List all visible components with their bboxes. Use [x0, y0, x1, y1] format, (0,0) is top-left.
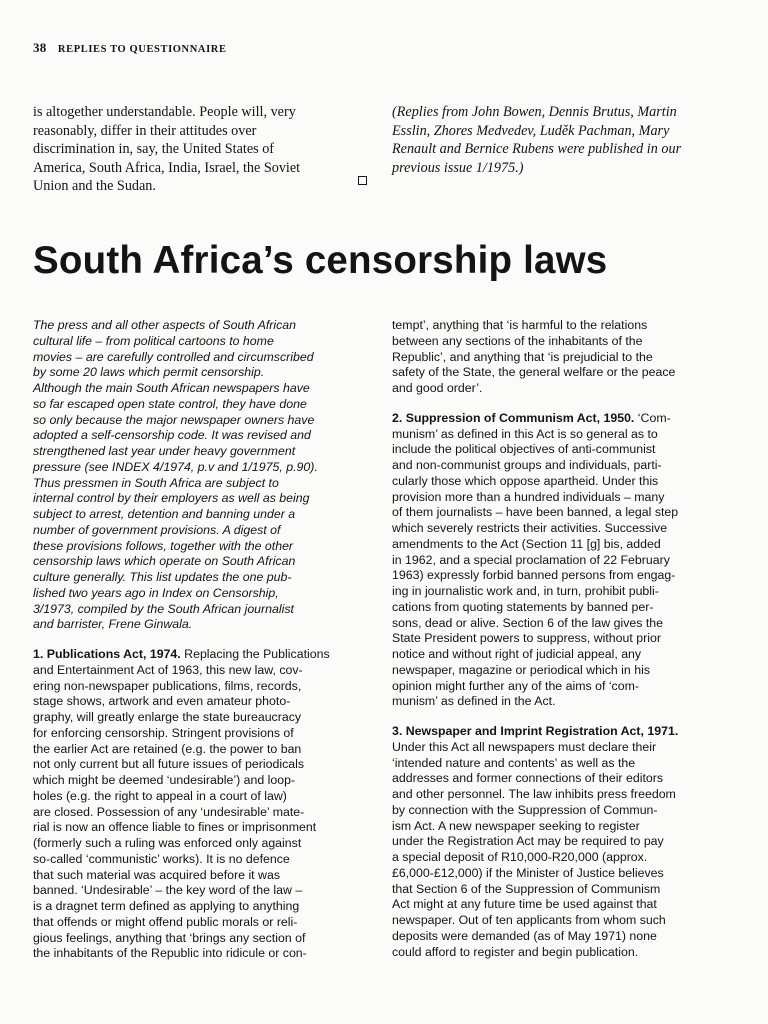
text-line: a special deposit of R10,000-R20,000 (approx. [392, 850, 648, 864]
text-line: subject to arrest, detention and banning under a [33, 507, 296, 521]
text-line: discrimination in, say, the United States of [33, 141, 275, 158]
text-line: previous issue 1/1975.) [392, 159, 524, 176]
text-line: that such material was acquired before it was [33, 867, 280, 882]
text-line: Renault and Bernice Rubens were published in our [392, 141, 682, 158]
text-line: could afford to register and begin publication. [392, 944, 639, 959]
section-newspaper-registration-act [392, 724, 733, 960]
text-line: Esslin, Zhores Medvedev, Luděk Pachman, Mary [392, 122, 670, 139]
text-line: The press and all other aspects of South African [33, 318, 297, 332]
text-line: the earlier Act are retained (e.g. the power to ban [33, 741, 302, 756]
text-line: Under this Act all newspapers must declare their [392, 739, 657, 754]
text-line: munism’ as defined in this Act is so general as to [392, 426, 658, 441]
text-line: Republic’, and anything that ‘is prejudicial to the [392, 349, 653, 364]
text-fragment: ‘Com- [634, 410, 671, 425]
text-line: stage shows, artwork and even amateur photo- [33, 694, 291, 709]
text-line: amendments to the Act (Section 11 [g] bis, added [392, 536, 661, 551]
running-head [33, 40, 227, 56]
right-column [392, 318, 733, 960]
text-line: cularly those which oppose apartheid. Under this [392, 473, 659, 488]
text-line: holes (e.g. the right to appeal in a court of law) [33, 788, 287, 803]
text-line: newspaper. Out of ten applicants from whom such [392, 913, 666, 927]
text-line: so far escaped open state control, they have done [33, 396, 307, 411]
text-line: that Section 6 of the Suppression of Communism [392, 881, 661, 896]
text-line: State President powers to suppress, without prior [392, 631, 661, 646]
text-line: banned. ‘Undesirable’ – the key word of the law – [33, 883, 303, 898]
text-line: tempt’, anything that ‘is harmful to the relations [392, 318, 648, 332]
text-line: include the political objectives of anti-communist [392, 442, 656, 457]
text-line: 3/1973, compiled by the South African journalist [33, 601, 294, 616]
text-line: and good order’. [392, 381, 483, 395]
text-line: of them journalists – have been banned, a legal step [392, 505, 679, 520]
text-line: ‘intended nature and contents’ as well as the [392, 755, 636, 770]
text-line: safety of the State, the general welfare or the peace [392, 365, 676, 380]
text-line: cultural life – from political cartoons to home [33, 333, 274, 348]
text-line: graphy, will greatly enlarge the state bureaucracy [33, 710, 302, 724]
text-line: newspaper, magazine or periodical which in his [392, 662, 650, 677]
text-line: that offends or might offend public morals or reli- [33, 914, 298, 929]
text-line: (Replies from John Bowen, Dennis Brutus, Martin [392, 104, 677, 120]
text-line: adopted a self-censorship code. It was revised and [33, 428, 311, 443]
text-line: and non-communist groups and individuals, parti- [392, 458, 662, 472]
previous-article-text [33, 103, 383, 196]
text-line: provision more than a hundred individuals – many [392, 489, 665, 504]
text-line: notice and without right of judicial appeal, any [392, 647, 642, 661]
article-intro [33, 318, 376, 633]
text-line: strengthened last year under heavy government [33, 444, 296, 458]
text-line: pressure (see INDEX 4/1974, p.v and 1/1975, p.90). [33, 459, 318, 474]
text-line: not only current but all future issues of periodicals [33, 757, 305, 772]
text-line: (formerly such a ruling was enforced only against [33, 836, 302, 850]
text-line: America, South Africa, India, Israel, the Soviet [33, 159, 301, 176]
text-line: internal control by their employers as well as being [33, 491, 310, 506]
page-number: 38 [33, 40, 47, 55]
previous-article-note [392, 103, 737, 177]
text-line: which might be deemed ‘undesirable’) and loop- [33, 773, 296, 787]
text-line: culture generally. This list updates the one pub- [33, 570, 292, 584]
text-line: Although the main South African newspapers have [33, 381, 310, 395]
text-line: munism’ as defined in the Act. [392, 694, 556, 709]
text-line: ering non-newspaper publications, films, records, [33, 678, 302, 693]
text-line: the inhabitants of the Republic into ridicule or con- [33, 946, 307, 961]
text-fragment: Replacing the Publications [180, 647, 330, 661]
text-line: lished two years ago in Index on Censorship, [33, 585, 279, 600]
text-line: Union and the Sudan. [33, 178, 156, 195]
text-line: which severely restricts their activities. Successive [392, 521, 668, 535]
section-suppression-of-communism-act [392, 411, 733, 710]
text-line: these provisions follows, together with the other [33, 538, 294, 553]
running-title: REPLIES TO QUESTIONNAIRE [57, 44, 227, 55]
text-line: for enforcing censorship. Stringent provisions of [33, 725, 294, 740]
text-line: so only because the major newspaper owners have [33, 412, 315, 427]
text-line: by some 20 laws which permit censorship. [33, 365, 265, 380]
text-line: movies – are carefully controlled and circumscribed [33, 349, 314, 364]
text-line: deposits were demanded (as of May 1971) none [392, 928, 657, 943]
text-line: ism Act. A new newspaper seeking to register [392, 818, 640, 833]
end-of-article-mark [358, 176, 367, 185]
text-line: in 1962, and a special proclamation of 22 February [392, 552, 670, 567]
text-line: censorship laws which operate on South African [33, 554, 296, 569]
text-line: opinion might further any of the aims of ‘com- [392, 678, 639, 693]
text-line: ing in journalistic work and, in turn, prohibit publi- [392, 584, 659, 598]
text-line: addresses and former connections of their editors [392, 771, 664, 786]
text-line: is altogether understandable. People will, very [33, 104, 296, 120]
text-line: reasonably, differ in their attitudes over [33, 122, 257, 139]
text-line: so-called ‘communistic’ works). It is no defence [33, 851, 290, 866]
section-heading: 2. Suppression of Communism Act, 1950. [392, 410, 635, 425]
text-line: by connection with the Suppression of Commun- [392, 802, 658, 817]
text-line [392, 411, 733, 427]
text-line: rial is now an offence liable to fines or imprisonment [33, 820, 317, 835]
text-line: are closed. Possession of any ‘undesirable’ mate- [33, 804, 305, 819]
text-line: 1963) expressly forbid banned persons from engag- [392, 568, 676, 583]
text-line: and Entertainment Act of 1963, this new law, cov- [33, 662, 303, 677]
section-publications-act [33, 647, 376, 962]
text-line: sons, dead or alive. Section 6 of the law gives the [392, 615, 664, 630]
section-heading: 1. Publications Act, 1974. [33, 647, 181, 661]
text-line: between any sections of the inhabitants of the [392, 333, 643, 348]
section-heading: 3. Newspaper and Imprint Registration Act, 1971. [392, 724, 679, 738]
text-line: cations from quoting statements by banned per- [392, 599, 654, 614]
text-line: and other personnel. The law inhibits press freedom [392, 787, 676, 801]
text-line: Act might at any future time be used against that [392, 897, 657, 912]
text-line: gious feelings, anything that ‘brings any section of [33, 930, 306, 945]
text-line [33, 647, 376, 663]
text-line: number of government provisions. A digest of [33, 522, 281, 537]
text-line: is a dragnet term defined as applying to anything [33, 899, 300, 913]
section-continuation [392, 318, 733, 397]
text-line: Thus pressmen in South Africa are subject to [33, 475, 279, 490]
article-title: South Africa’s censorship laws [33, 239, 608, 282]
left-column [33, 318, 376, 962]
text-line: and barrister, Frene Ginwala. [33, 617, 193, 632]
text-line: under the Registration Act may be required to pay [392, 834, 664, 849]
text-line: £6,000-£12,000) if the Minister of Justice believes [392, 865, 664, 880]
